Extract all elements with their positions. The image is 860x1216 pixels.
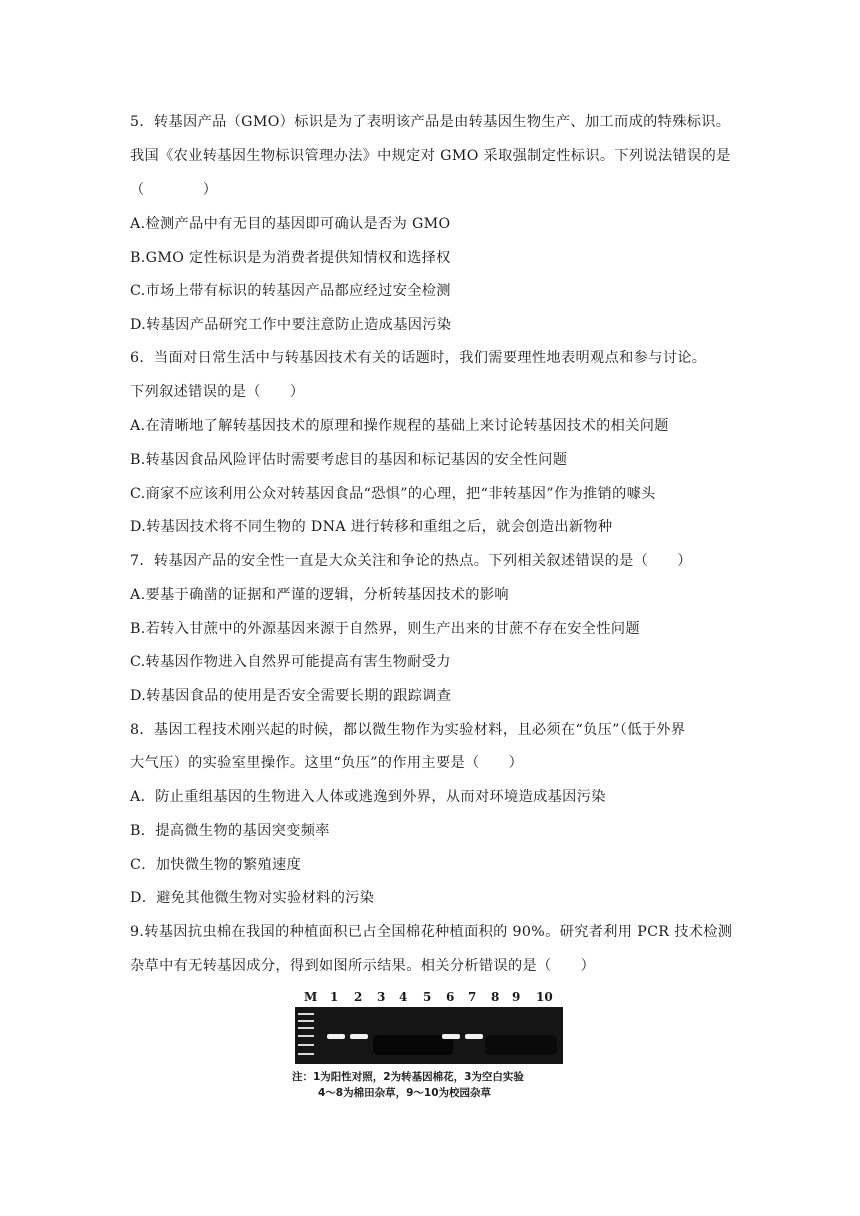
lane-label-5: 5 [423,990,432,1004]
q5-stem-line2: 我国《农业转基因生物标识管理办法》中规定对 GMO 采取强制定性标识。下列说法错误的是 [130,148,731,164]
lane-label-m: M [304,990,318,1004]
lane-label-4: 4 [399,990,408,1004]
q8-option-b: B．提高微生物的基因突变频率 [130,823,330,839]
gel-electrophoresis-figure [292,990,582,1108]
ladder-band [298,1013,314,1015]
q7-option-c: C.转基因作物进入自然界可能提高有害生物耐受力 [130,654,451,670]
q8-option-a: A．防止重组基因的生物进入人体或逃逸到外界，从而对环境造成基因污染 [130,789,606,805]
q8-stem-line1: 8．基因工程技术刚兴起的时候，都以微生物作为实验材料，且必须在“负压”（低于外界 [130,722,686,738]
q8-option-c: C．加快微生物的繁殖速度 [130,857,302,873]
lane-label-3: 3 [377,990,386,1004]
q7-option-d: D.转基因食品的使用是否安全需要长期的跟踪调查 [130,688,452,704]
ladder-band [298,1035,314,1037]
gel-lane-labels [292,990,582,1006]
q5-option-a: A.检测产品中有无目的基因即可确认是否为 GMO [130,216,451,232]
ladder-band [298,1044,314,1046]
q6-option-b: B.转基因食品风险评估时需要考虑目的基因和标记基因的安全性问题 [130,452,568,468]
q5-stem-line3: （ ） [130,182,218,198]
lane-label-7: 7 [468,990,477,1004]
gel-note-line1: 注：1为阳性对照，2为转基因棉花，3为空白实验 [292,1071,524,1083]
gel-note-line2: 4～8为棉田杂草，9～10为校园杂草 [318,1087,492,1099]
gel-image [295,1007,563,1064]
q7-stem-line1: 7．转基因产品的安全性一直是大众关注和争论的热点。下列相关叙述错误的是（ ） [130,553,692,569]
q6-stem-line1: 6．当面对日常生活中与转基因技术有关的话题时，我们需要理性地表明观点和参与讨论。 [130,350,707,366]
q8-stem-line2: 大气压）的实验室里操作。这里“负压”的作用主要是（ ） [130,755,524,771]
gel-band-lane-7 [465,1034,483,1039]
ladder-band [298,1027,314,1029]
gel-note [292,1069,582,1101]
ladder-band [298,1053,314,1055]
q9-stem-line2: 杂草中有无转基因成分，得到如图所示结果。相关分析错误的是（ ） [130,958,596,974]
lane-label-10: 10 [536,990,553,1004]
ladder-band [298,1020,314,1022]
q6-stem-line2: 下列叙述错误的是（ ） [130,384,305,400]
gel-smear [485,1035,557,1055]
q8-option-d: D．避免其他微生物对实验材料的污染 [130,890,375,906]
gel-band-lane-2 [350,1034,368,1039]
lane-label-1: 1 [330,990,339,1004]
q6-option-d: D.转基因技术将不同生物的 DNA 进行转移和重组之后，就会创造出新物种 [130,519,613,535]
q5-option-c: C.市场上带有标识的转基因产品都应经过安全检测 [130,283,451,299]
q5-option-b: B.GMO 定性标识是为消费者提供知情权和选择权 [130,250,451,266]
lane-label-2: 2 [354,990,363,1004]
q5-option-d: D.转基因产品研究工作中要注意防止造成基因污染 [130,317,452,333]
gel-band-lane-6 [442,1034,460,1039]
lane-label-8: 8 [491,990,500,1004]
gel-smear [373,1035,453,1055]
gel-band-lane-1 [327,1034,345,1039]
q7-option-b: B.若转入甘蔗中的外源基因来源于自然界，则生产出来的甘蔗不存在安全性问题 [130,621,640,637]
q6-option-c: C.商家不应该利用公众对转基因食品“恐惧”的心理，把“非转基因”作为推销的噱头 [130,486,656,502]
lane-label-6: 6 [446,990,455,1004]
lane-label-9: 9 [512,990,521,1004]
q7-option-a: A.要基于确凿的证据和严谨的逻辑，分析转基因技术的影响 [130,587,509,603]
q6-option-a: A.在清晰地了解转基因技术的原理和操作规程的基础上来讨论转基因技术的相关问题 [130,418,669,434]
q9-stem-line1: 9.转基因抗虫棉在我国的种植面积已占全国棉花种植面积的 90%。研究者利用 PCR 技术检测 [130,924,733,940]
q5-stem-line1: 5．转基因产品（GMO）标识是为了表明该产品是由转基因生物生产、加工而成的特殊标识。 [130,114,731,130]
